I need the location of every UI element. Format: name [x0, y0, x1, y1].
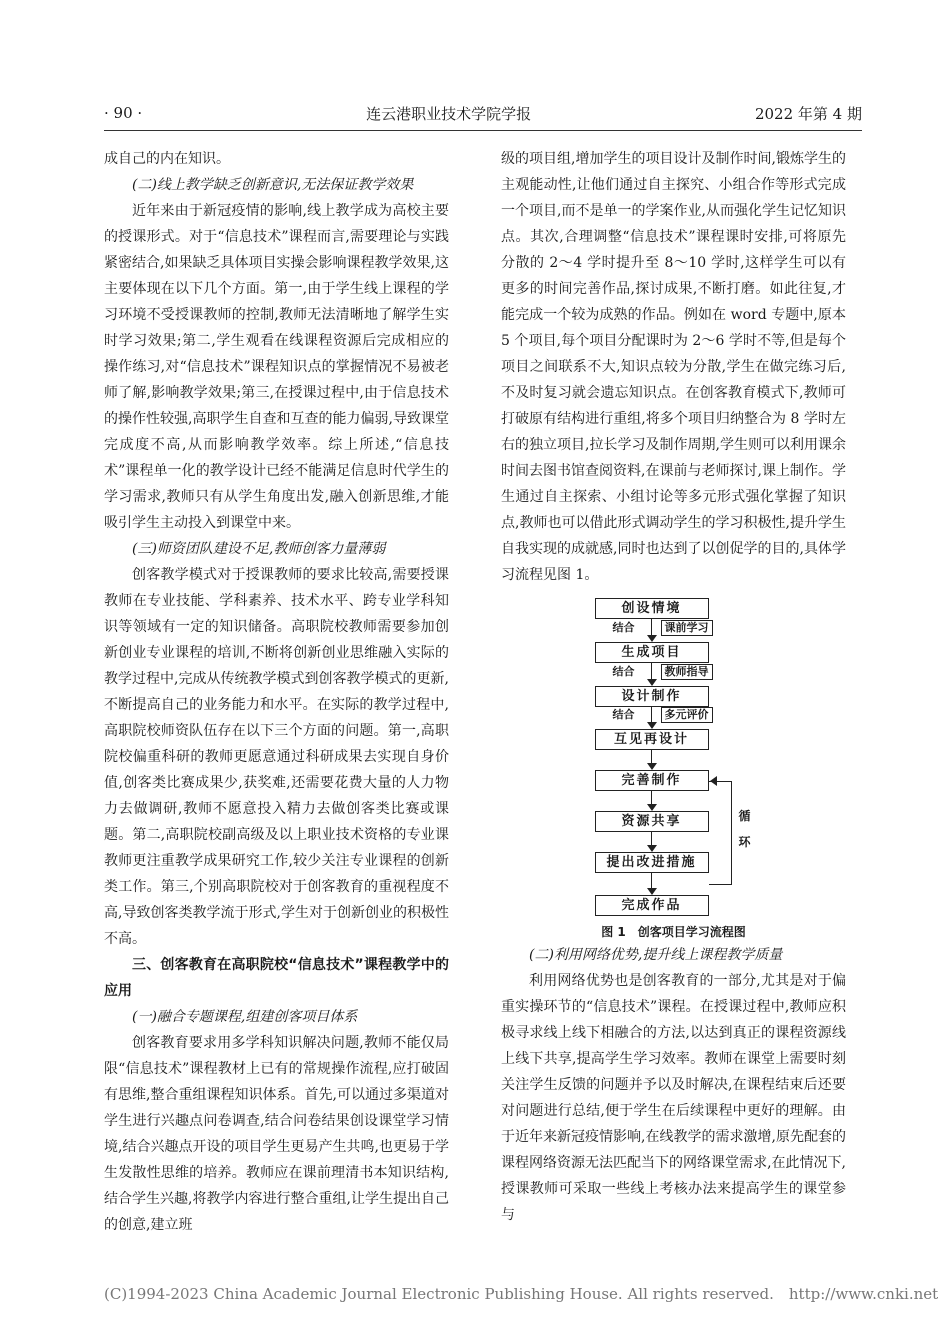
arrow-down-icon	[647, 804, 657, 811]
connector-line	[651, 707, 652, 722]
arrow-down-icon	[647, 722, 657, 729]
subheading: (二)利用网络优势,提升线上课程教学质量	[529, 947, 783, 963]
flow-step: 创设情境	[595, 598, 709, 619]
paragraph: 近年来由于新冠疫情的影响,线上教学成为高校主要的授课形式。对于“信息技术”课程而言,需要理论与实践紧密结合,如果缺乏具体项目实操会影响课程教学效果,这主要体现在以下几个方面。第一,由于学生线上课程的学习环境不受授课教师的控制,教师无法清晰地了解学生实时学习效果;第二,学生观看在线课程资源后完成相应的操作练习,对“信息技术”课程知识点的掌握情况不易被老师了解,影响教学效果;第三,在授课过程中,由于信息技术的操作性较强,高职学生自查和互查的能力偏弱,导致课堂完成度不高,从而影响教学效率。综上所述,“信息技术”课程单一化的教学设计已经不能满足信息时代学生的学习需求,教师只有从学生角度出发,融入创新思维,才能吸引学生主动投入到课堂中来。	[104, 203, 449, 531]
right-column	[501, 146, 846, 1228]
flow-step: 提出改进措施	[595, 852, 709, 873]
flow-tag: 教师指导	[661, 664, 713, 680]
arrow-down-icon	[647, 888, 657, 895]
flow-step: 生成项目	[595, 642, 709, 663]
figure-caption: 图 1 创客项目学习流程图	[601, 925, 746, 939]
arrow-down-icon	[647, 763, 657, 770]
issue-label: 2022 年第 4 期	[754, 104, 862, 123]
connector-line	[651, 663, 652, 679]
subheading: (一)融合专题课程,组建创客项目体系	[132, 1009, 358, 1025]
paragraph: 创客教育要求用多学科知识解决问题,教师不能仅局限“信息技术”课程教材上已有的常规操作流程,应打破固有思维,整合重组课程知识体系。首先,可以通过多渠道对学生进行兴趣点问卷调查,结合问卷结果创设课堂学习情境,结合兴趣点开设的项目学生更易产生共鸣,也更易于学生发散性思维的培养。教师应在课前理清书本知识结构,结合学生兴趣,将教学内容进行整合重组,让学生提出自己的创意,建立班	[104, 1035, 449, 1233]
paragraph: 利用网络优势也是创客教育的一部分,尤其是对于偏重实操环节的“信息技术”课程。在授课过程中,教师应积极寻求线上线下相融合的方法,以达到真正的课程资源线上线下共享,提高学生学习效率。教师在课堂上需要时刻关注学生反馈的问题并予以及时解决,在课程结束后还要对问题进行总结,便于学生在后续课程中更好的理解。由于近年来新冠疫情影响,在线教学的需求激增,原先配套的课程网络资源无法匹配当下的网络课堂需求,在此情况下,授课教师可采取一些线上考核办法来提高学生的课堂参与	[501, 973, 846, 1223]
flowchart-figure	[589, 598, 759, 916]
subheading: (二)线上教学缺乏创新意识,无法保证教学效果	[132, 177, 414, 193]
combine-label: 结合	[612, 708, 635, 721]
loop-connector	[709, 781, 732, 885]
connector-line	[651, 791, 652, 804]
subheading: (三)师资团队建设不足,教师创客力量薄弱	[132, 541, 386, 557]
arrow-left-icon	[710, 776, 717, 786]
paragraph: 级的项目组,增加学生的项目设计及制作时间,锻炼学生的主观能动性,让他们通过自主探究、小组合作等形式完成一个项目,而不是单一的学案作业,从而强化学生记忆知识点。其次,合理调整“信息技术”课程课时安排,可将原先分散的 2～4 学时提升至 8～10 学时,这样学生可以有更多的时间完善作品,探讨成果,不断打磨。如此往复,才能完成一个较为成熟的作品。例如在 word 专题中,原本 5 个项目,每个项目分配课时为 2～6 学时不等,但是每个项目之间联系不大,知识点较为分散,学生在做完练习后,不及时复习就会遗忘知识点。在创客教育模式下,教师可打破原有结构进行重组,将多个项目归纳整合为 8 学时左右的独立项目,拉长学习及制作周期,学生则可以利用课余时间去图书馆查阅资料,在课前与老师探讨,课上制作。学生通过自主探索、小组讨论等多元形式强化掌握了知识点,教师也可以借此形式调动学生的学习积极性,提升学生自我实现的成就感,同时也达到了以创促学的目的,具体学习流程见图 1。	[501, 151, 846, 583]
flow-step: 资源共享	[595, 811, 709, 832]
combine-label: 结合	[612, 621, 635, 634]
connector-line	[651, 750, 652, 763]
loop-label: 循环	[738, 809, 751, 849]
page-header	[104, 100, 862, 126]
journal-title: 连云港职业技术学院学报	[366, 104, 532, 123]
arrow-down-icon	[647, 679, 657, 686]
flow-step: 设计制作	[595, 686, 709, 707]
flow-tag: 多元评价	[661, 707, 713, 723]
connector-line	[651, 832, 652, 845]
arrow-down-icon	[647, 845, 657, 852]
combine-label: 结合	[612, 665, 635, 678]
section-heading: 三、创客教育在高职院校“信息技术”课程教学中的应用	[104, 957, 449, 999]
connector-line	[651, 873, 652, 888]
flow-tag: 课前学习	[661, 620, 713, 636]
page-number: · 90 ·	[104, 104, 143, 122]
flow-step: 完成作品	[595, 895, 709, 916]
connector-line	[651, 619, 652, 635]
left-column	[104, 146, 449, 1238]
flow-step: 完善制作	[595, 770, 709, 791]
paragraph: 创客教学模式对于授课教师的要求比较高,需要授课教师在专业技能、学科素养、技术水平、跨专业学科知识等领域有一定的知识储备。高职院校教师需要参加创新创业专业课程的培训,不断将创新创业思维融入实际的教学过程中,完成从传统教学模式到创客教学模式的更新,不断提高自己的业务能力和水平。在实际的教学过程中,高职院校师资队伍存在以下三个方面的问题。第一,高职院校偏重科研的教师更愿意通过科研成果去实现自身价值,创客类比赛成果少,获奖难,还需要花费大量的人力物力去做调研,教师不愿意投入精力去做创客类比赛或课题。第二,高职院校副高级及以上职业技术资格的专业课教师更注重教学成果研究工作,较少关注专业课程的创新类工作。第三,个别高职院校对于创客教育的重视程度不高,导致创客类教学流于形式,学生对于创新创业的积极性不高。	[104, 567, 449, 947]
header-rule	[104, 130, 862, 131]
flow-step: 互见再设计	[595, 729, 709, 750]
arrow-down-icon	[647, 635, 657, 642]
copyright-footer: (C)1994-2023 China Academic Journal Electronic Publishing House. All rights reserved. http://www.cnki.net	[104, 1285, 939, 1303]
paragraph: 成自己的内在知识。	[104, 151, 230, 167]
